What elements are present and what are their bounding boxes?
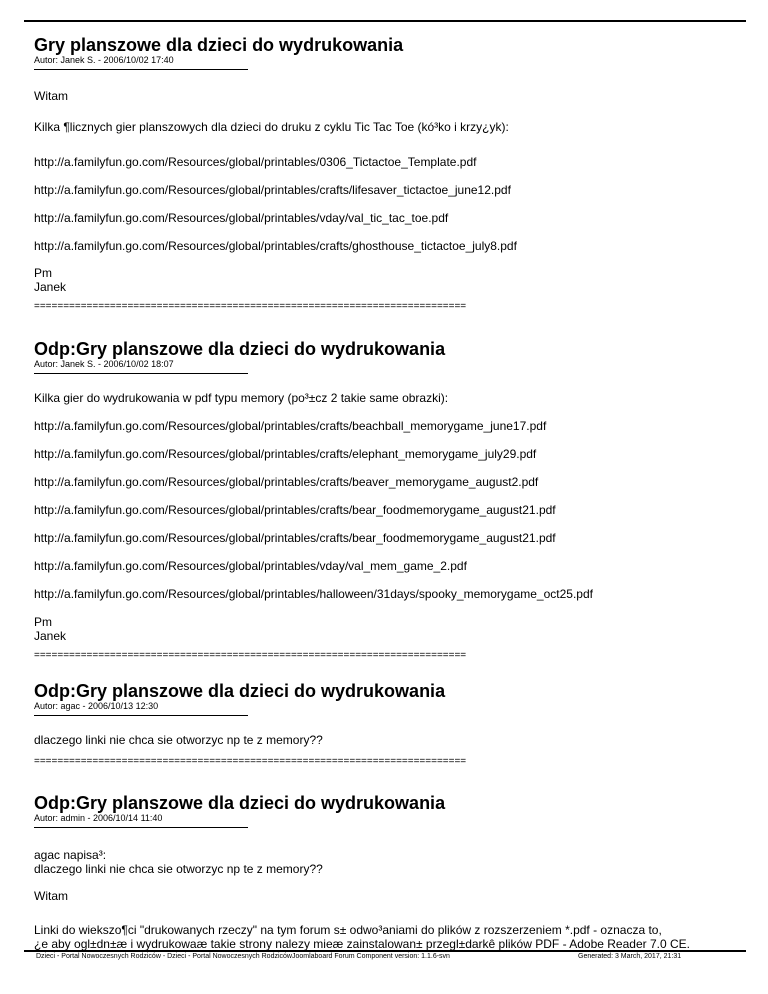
post-link[interactable]: http://a.familyfun.go.com/Resources/global/printables/0306_Tictactoe_Template.pdf [34,155,477,169]
post-signature: Pm [34,266,52,280]
post-meta: Autor: Janek S. - 2006/10/02 17:40 [34,55,174,65]
post-meta: Autor: agac - 2006/10/13 12:30 [34,701,159,711]
post-link[interactable]: http://a.familyfun.go.com/Resources/global/printables/vday/val_tic_tac_toe.pdf [34,211,449,225]
post-link[interactable]: http://a.familyfun.go.com/Resources/global/printables/crafts/lifesaver_tictactoe_june12.pdf [34,183,511,197]
post-title: Gry planszowe dla dzieci do wydrukowania [34,35,404,55]
top-rule [24,20,746,22]
footer-left: Dzieci - Portal Nowoczesnych Rodziców - Dzieci - Portal Nowoczesnych RodzicówJoomlaboard Forum Component version: 1.1.6-svn [36,953,450,960]
post-text: Kilka ¶licznych gier planszowych dla dzieci do druku z cyklu Tic Tac Toe (kó³ko i krzy¿yk): [34,120,509,134]
post-signature: Janek [34,280,67,294]
post-header-rule [34,827,248,828]
post-link[interactable]: http://a.familyfun.go.com/Resources/global/printables/crafts/ghosthouse_tictactoe_july8.pdf [34,239,517,253]
post-meta: Autor: admin - 2006/10/14 11:40 [34,813,163,823]
post-text: Witam [34,889,68,903]
post-3 [34,682,445,716]
footer-right: Generated: 3 March, 2017, 21:31 [578,953,682,960]
post-meta: Autor: Janek S. - 2006/10/02 18:07 [34,359,174,369]
post-title: Odp:Gry planszowe dla dzieci do wydrukowania [34,681,446,701]
post-text: dlaczego linki nie chca sie otworzyc np te z memory?? [34,733,323,747]
quote-author: agac napisa³: [34,848,107,862]
post-separator: ========================================================================== [34,301,467,312]
post-2 [34,340,445,374]
post-link[interactable]: http://a.familyfun.go.com/Resources/global/printables/halloween/31days/spooky_memorygame_oct25.pdf [34,587,593,601]
post-text: ¿e aby ogl±dn±æ i wydrukowaæ takie strony nalezy mieæ zainstalowan± przegl±darkê plików PDF - Adobe Reader 7.0 CE. [34,937,690,951]
post-4 [34,794,445,828]
post-1 [34,36,403,70]
post-separator: ========================================================================== [34,650,467,661]
post-header-rule [34,69,248,70]
post-header-rule [34,715,248,716]
post-title: Odp:Gry planszowe dla dzieci do wydrukowania [34,339,446,359]
post-separator: ========================================================================== [34,756,467,767]
post-link[interactable]: http://a.familyfun.go.com/Resources/global/printables/crafts/bear_foodmemorygame_august21.pdf [34,531,556,545]
post-text: Kilka gier do wydrukowania w pdf typu memory (po³±cz 2 takie same obrazki): [34,391,449,405]
post-link[interactable]: http://a.familyfun.go.com/Resources/global/printables/crafts/beachball_memorygame_june17.pdf [34,419,547,433]
quote-text: dlaczego linki nie chca sie otworzyc np te z memory?? [34,862,323,876]
post-link[interactable]: http://a.familyfun.go.com/Resources/global/printables/crafts/beaver_memorygame_august2.pdf [34,475,539,489]
post-title: Odp:Gry planszowe dla dzieci do wydrukowania [34,793,446,813]
post-link[interactable]: http://a.familyfun.go.com/Resources/global/printables/crafts/elephant_memorygame_july29.pdf [34,447,537,461]
post-text: Linki do wiekszo¶ci "drukowanych rzeczy" na tym forum s± odwo³aniami do plików z rozszerzeniem *.pdf - oznacza to, [34,923,662,937]
post-signature: Janek [34,629,67,643]
post-signature: Pm [34,615,52,629]
post-link[interactable]: http://a.familyfun.go.com/Resources/global/printables/vday/val_mem_game_2.pdf [34,559,467,573]
post-text: Witam [34,89,68,103]
post-header-rule [34,373,248,374]
post-link[interactable]: http://a.familyfun.go.com/Resources/global/printables/crafts/bear_foodmemorygame_august21.pdf [34,503,556,517]
